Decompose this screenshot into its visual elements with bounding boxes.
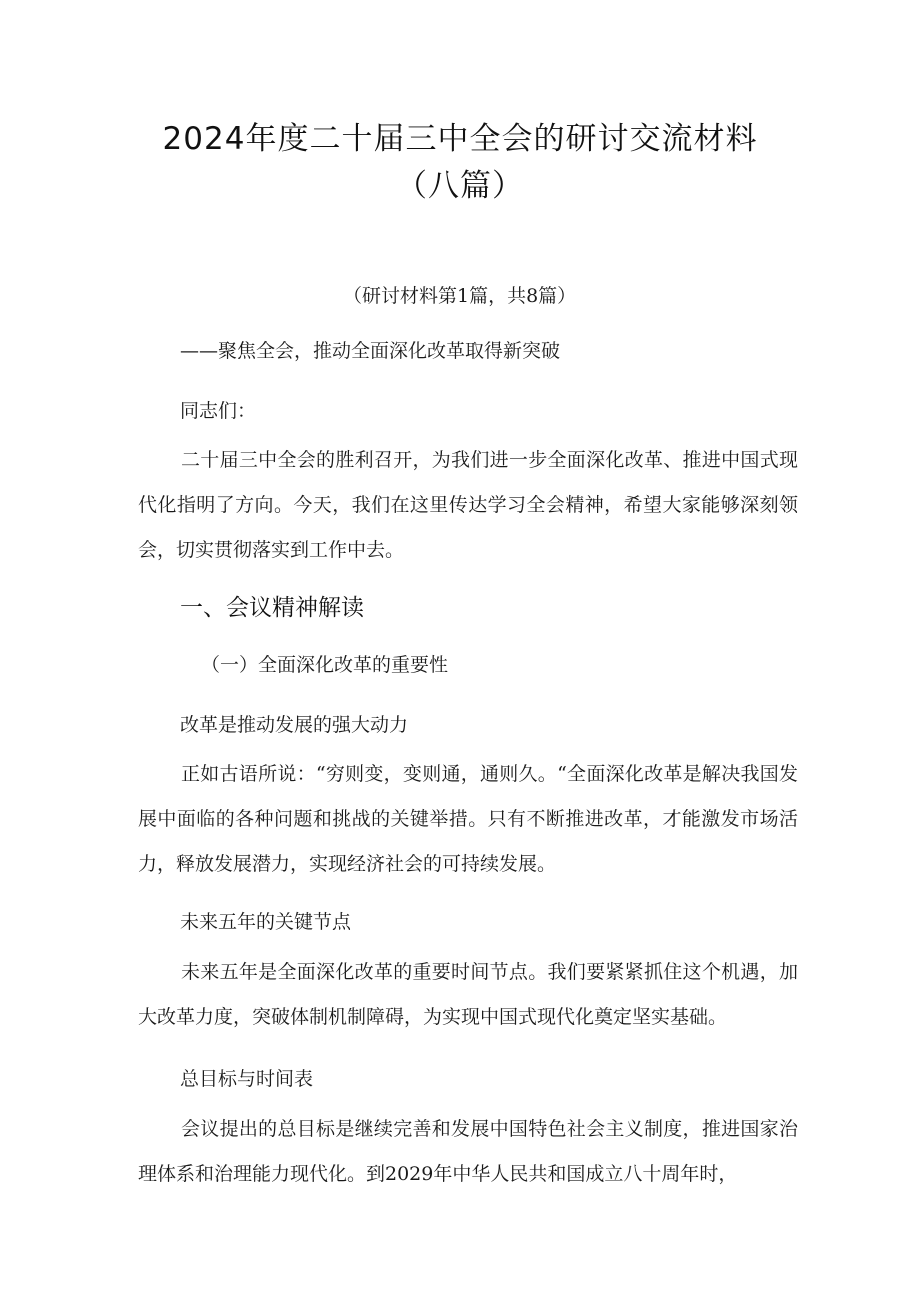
- point3-paragraph: 会议提出的总目标是继续完善和发展中国特色社会主义制度，推进国家治理体系和治理能力现代化。到2029年中华人民共和国成立八十周年时，: [138, 1118, 798, 1185]
- subsection1-heading: （一）全面深化改革的重要性: [201, 654, 449, 676]
- section1-heading: 一、会议精神解读: [180, 595, 364, 621]
- point1-paragraph: 正如古语所说：“穷则变，变则通，通则久。“全面深化改革是解决我国发展中面临的各种问题和挑战的关键举措。只有不断推进改革，才能激发市场活力，释放发展潜力，实现经济社会的可持续发展。: [138, 763, 798, 875]
- point2-title: 未来五年的关键节点: [180, 911, 352, 933]
- point1-title: 改革是推动发展的强大动力: [180, 714, 409, 736]
- point3-title: 总目标与时间表: [180, 1068, 314, 1090]
- document-title-line1: 2024年度二十届三中全会的研讨交流材料: [162, 121, 758, 157]
- point2-paragraph: 未来五年是全面深化改革的重要时间节点。我们要紧紧抓住这个机遇，加大改革力度，突破体制机制障碍，为实现中国式现代化奠定坚实基础。: [138, 961, 798, 1028]
- document-title-line2: （八篇）: [396, 168, 524, 204]
- document-subtitle: （研讨材料第1篇，共8篇）: [343, 285, 577, 307]
- intro-paragraph: 二十届三中全会的胜利召开，为我们进一步全面深化改革、推进中国式现代化指明了方向。今天，我们在这里传达学习全会精神，希望大家能够深刻领会，切实贯彻落实到工作中去。: [138, 449, 798, 561]
- greeting: 同志们：: [180, 400, 257, 422]
- document-theme: ——聚焦全会，推动全面深化改革取得新突破: [180, 340, 561, 362]
